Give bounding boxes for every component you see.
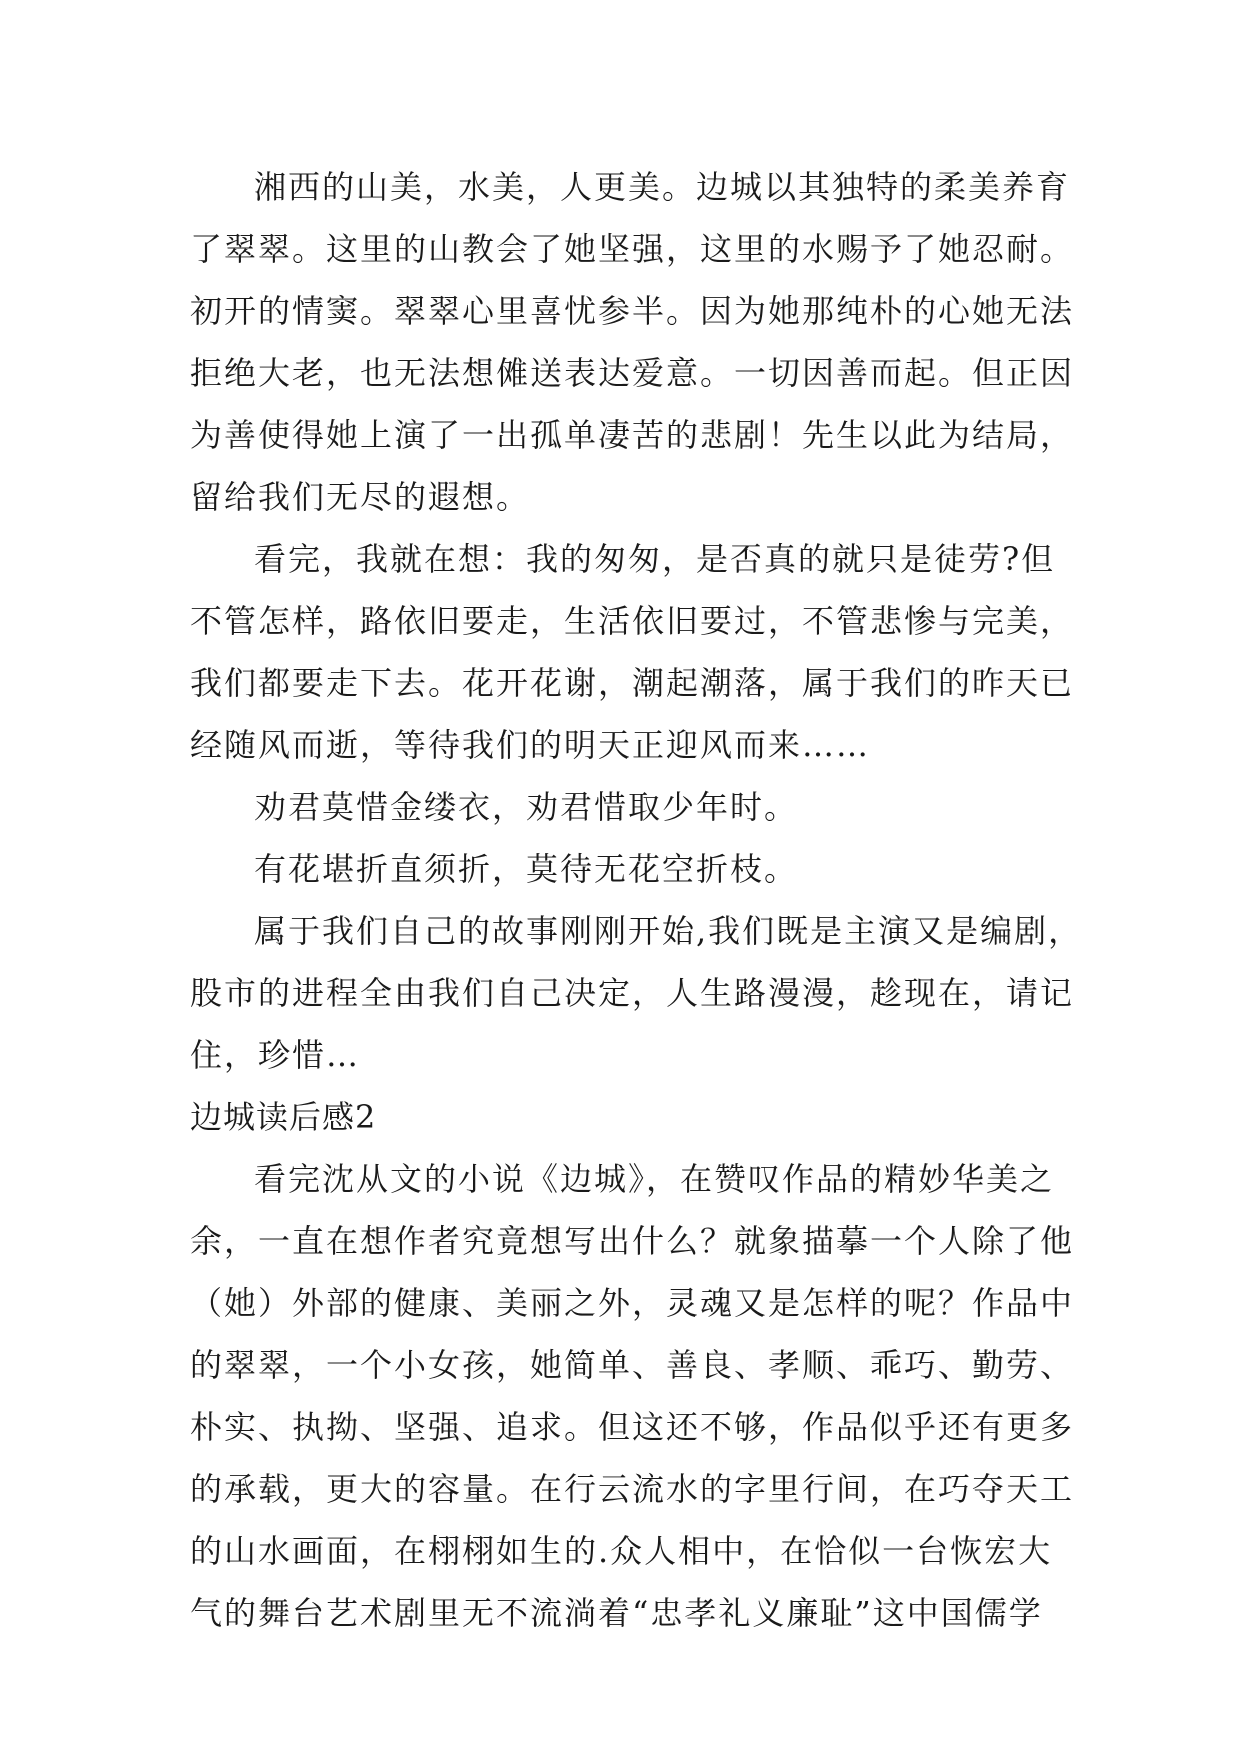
text-line: 初开的情窦。翠翠心里喜忧参半。因为她那纯朴的心她无法	[190, 292, 1075, 330]
text-line: 看完沈从文的小说《边城》，在赞叹作品的精妙华美之	[254, 1160, 1055, 1198]
text-line: 看完，我就在想：我的匆匆，是否真的就只是徒劳?但	[254, 540, 1056, 578]
text-line: 股市的进程全由我们自己决定，人生路漫漫，趁现在，请记	[190, 974, 1075, 1012]
section-heading	[190, 1086, 1060, 1148]
paragraph	[190, 1148, 1075, 1644]
paragraph	[190, 776, 1060, 838]
heading-text: 边城读后感2	[190, 1098, 377, 1136]
text-line: 的承载，更大的容量。在行云流水的字里行间，在巧夺天工	[190, 1470, 1075, 1508]
document-body	[190, 156, 1083, 1644]
text-line: 的山水画面，在栩栩如生的.众人相中，在恰似一台恢宏大	[190, 1532, 1053, 1570]
text-line: 为善使得她上演了一出孤单凄苦的悲剧！先生以此为结局，	[190, 416, 1075, 454]
text-line: 属于我们自己的故事刚刚开始,我们既是主演又是编剧，	[254, 912, 1083, 950]
paragraph	[190, 156, 1075, 528]
paragraph	[190, 528, 1075, 776]
text-line: 余，一直在想作者究竟想写出什么？就象描摹一个人除了他	[190, 1222, 1075, 1260]
paragraph	[190, 900, 1083, 1086]
text-line: 我们都要走下去。花开花谢，潮起潮落，属于我们的昨天已	[190, 664, 1075, 702]
text-line: 了翠翠。这里的山教会了她坚强，这里的水赐予了她忍耐。	[190, 230, 1075, 268]
text-line: 的翠翠，一个小女孩，她简单、善良、孝顺、乖巧、勤劳、	[190, 1346, 1075, 1384]
text-line: 拒绝大老，也无法想傩送表达爱意。一切因善而起。但正因	[190, 354, 1075, 392]
text-line: （她）外部的健康、美丽之外，灵魂又是怎样的呢？作品中	[190, 1284, 1075, 1322]
text-line: 劝君莫惜金缕衣，劝君惜取少年时。	[254, 788, 799, 826]
text-line: 朴实、执拗、坚强、追求。但这还不够，作品似乎还有更多	[190, 1408, 1075, 1446]
text-line: 不管怎样，路依旧要走，生活依旧要过，不管悲惨与完美，	[190, 602, 1075, 640]
text-line: 气的舞台艺术剧里无不流淌着“忠孝礼义廉耻”这中国儒学	[190, 1594, 1043, 1632]
text-line: 有花堪折直须折，莫待无花空折枝。	[254, 850, 799, 888]
paragraph	[190, 838, 1060, 900]
text-line: 住，珍惜…	[190, 1036, 361, 1074]
text-line: 经随风而逝，等待我们的明天正迎风而来……	[190, 726, 871, 764]
text-line: 湘西的山美，水美，人更美。边城以其独特的柔美养育	[254, 168, 1071, 206]
text-line: 留给我们无尽的遐想。	[190, 478, 531, 516]
